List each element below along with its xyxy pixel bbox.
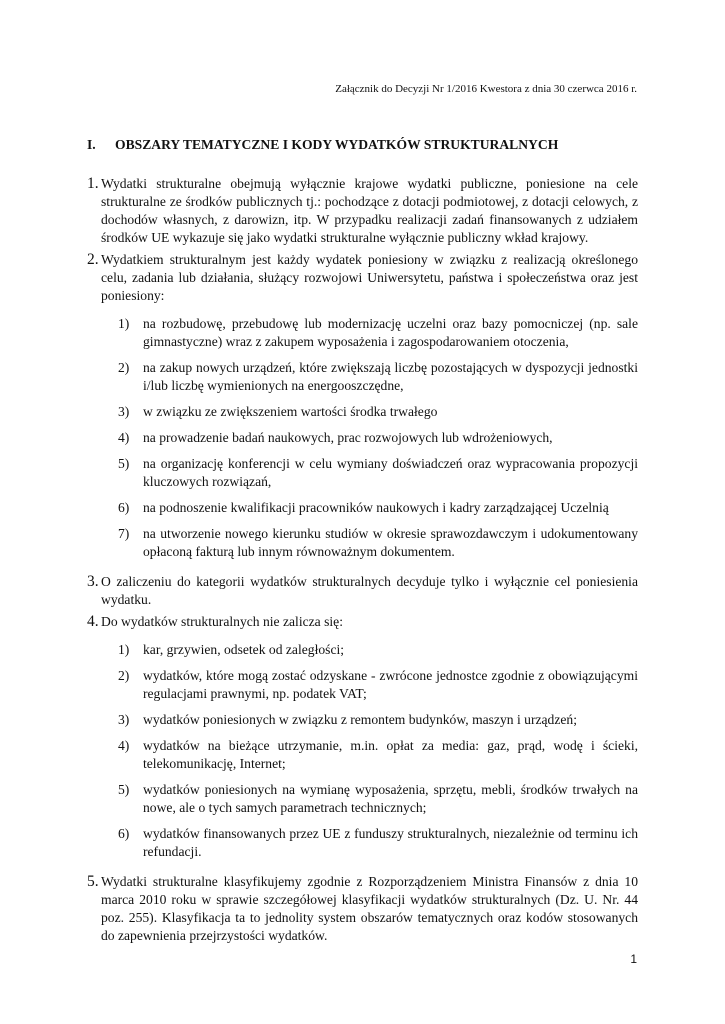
- sub-list-item: [118, 499, 638, 517]
- item-number: 1.: [87, 175, 99, 192]
- sub-item-number: 4): [118, 430, 130, 445]
- sub-item-number: 3): [118, 712, 130, 727]
- list-item: [87, 873, 638, 945]
- sub-item-text: na utworzenie nowego kierunku studiów w okresie sprawozdawczym i udokumentowany opłaconą fakturą lub innym równoważnym dokumentem.: [143, 526, 638, 559]
- sub-list: [101, 315, 638, 561]
- sub-list-item: [118, 315, 638, 351]
- sub-item-text: wydatków na bieżące utrzymanie, m.in. opłat za media: gaz, prąd, wodę i ścieki, telekomunikację, Internet;: [143, 738, 638, 771]
- sub-list-item: [118, 429, 638, 447]
- sub-list-item: [118, 711, 638, 729]
- sub-item-number: 1): [118, 642, 130, 657]
- sub-item-number: 6): [118, 500, 130, 515]
- sub-item-number: 5): [118, 782, 130, 797]
- sub-item-text: kar, grzywien, odsetek od zaległości;: [143, 642, 345, 657]
- sub-item-text: wydatków poniesionych w związku z remontem budynków, maszyn i urządzeń;: [143, 712, 577, 727]
- sub-item-number: 1): [118, 316, 130, 331]
- section-number: I.: [87, 137, 96, 152]
- section-heading: [87, 136, 558, 154]
- sub-item-number: 6): [118, 826, 130, 841]
- sub-item-text: w związku ze zwiększeniem wartości środka trwałego: [143, 404, 438, 419]
- sub-list-item: [118, 825, 638, 861]
- item-number: 2.: [87, 251, 99, 268]
- sub-item-number: 4): [118, 738, 130, 753]
- sub-item-text: wydatków poniesionych na wymianę wyposażenia, sprzętu, mebli, środków trwałych na nowe, ale o tych samych parametrach technicznych;: [143, 782, 638, 815]
- list-item: [87, 573, 638, 609]
- list-item: [87, 175, 638, 247]
- sub-item-text: na rozbudowę, przebudowę lub modernizację uczelni oraz bazy pomocniczej (np. sale gimnastyczne) wraz z zakupem wyposażenia i zagospodarowaniem otoczenia,: [143, 316, 638, 349]
- sub-list-item: [118, 641, 638, 659]
- document-body: [87, 175, 638, 949]
- sub-item-text: na prowadzenie badań naukowych, prac rozwojowych lub wdrożeniowych,: [143, 430, 553, 445]
- sub-item-text: na podnoszenie kwalifikacji pracowników naukowych i kadry zarządzającej Uczelnią: [143, 500, 609, 515]
- list-item: [87, 613, 638, 869]
- sub-item-number: 5): [118, 456, 130, 471]
- sub-item-text: na zakup nowych urządzeń, które zwiększają liczbę pozostających w dyspozycji jednostki i/lub liczbę wymienionych na energooszczędne,: [143, 360, 638, 393]
- sub-list-item: [118, 667, 638, 703]
- item-text: Wydatki strukturalne klasyfikujemy zgodnie z Rozporządzeniem Ministra Finansów z dnia 10 marca 2010 roku w sprawie szczegółowej klasyfikacji wydatków strukturalnych (Dz. U. Nr. 44 poz. 255). Klasyfikacja ta to jednolity system obszarów tematycznych oraz kodów stosowanych do zapewnienia przejrzystości wydatków.: [101, 874, 638, 943]
- item-text: Wydatki strukturalne obejmują wyłącznie krajowe wydatki publiczne, poniesione na cele strukturalne ze środków publicznych tj.: pochodzące z dotacji podmiotowej, z dotacji celowych, z dochodów własnych, z darowizn, itp. W przypadku realizacji zadań finansowanych z udziałem środków UE wykazuje się jako wydatki strukturalne wyłącznie publiczny wkład krajowy.: [101, 176, 638, 245]
- sub-list-item: [118, 455, 638, 491]
- sub-item-number: 3): [118, 404, 130, 419]
- list-item: [87, 251, 638, 569]
- sub-item-number: 2): [118, 668, 130, 683]
- sub-item-number: 2): [118, 360, 130, 375]
- sub-item-text: na organizację konferencji w celu wymiany doświadczeń oraz wypracowania propozycji kluczowych rozwiązań,: [143, 456, 638, 489]
- sub-item-number: 7): [118, 526, 130, 541]
- item-text: O zaliczeniu do kategorii wydatków strukturalnych decyduje tylko i wyłącznie cel poniesienia wydatku.: [101, 574, 638, 607]
- sub-list-item: [118, 737, 638, 773]
- sub-list-item: [118, 525, 638, 561]
- item-text-intro: Do wydatków strukturalnych nie zalicza się:: [101, 614, 343, 629]
- sub-list-item: [118, 781, 638, 817]
- sub-item-text: wydatków finansowanych przez UE z funduszy strukturalnych, niezależnie od terminu ich refundacji.: [143, 826, 638, 859]
- sub-list-item: [118, 403, 638, 421]
- sub-item-text: wydatków, które mogą zostać odzyskane - zwrócone jednostce zgodnie z obowiązującymi regulacjami prawnymi, np. podatek VAT;: [143, 668, 638, 701]
- sub-list-item: [118, 359, 638, 395]
- attachment-note: Załącznik do Decyzji Nr 1/2016 Kwestora z dnia 30 czerwca 2016 r.: [335, 83, 637, 95]
- item-number: 4.: [87, 613, 99, 630]
- item-text: [101, 251, 638, 569]
- item-text: [101, 613, 638, 869]
- item-number: 5.: [87, 873, 99, 890]
- item-text-intro: Wydatkiem strukturalnym jest każdy wydatek poniesiony w związku z realizacją określonego celu, zadania lub działania, służący rozwojowi Uniwersytetu, państwa i społeczeństwa oraz jest poniesiony:: [101, 252, 638, 303]
- sub-list: [101, 641, 638, 861]
- section-title: OBSZARY TEMATYCZNE I KODY WYDATKÓW STRUKTURALNYCH: [115, 137, 559, 152]
- page-number: 1: [630, 952, 637, 966]
- item-number: 3.: [87, 573, 99, 590]
